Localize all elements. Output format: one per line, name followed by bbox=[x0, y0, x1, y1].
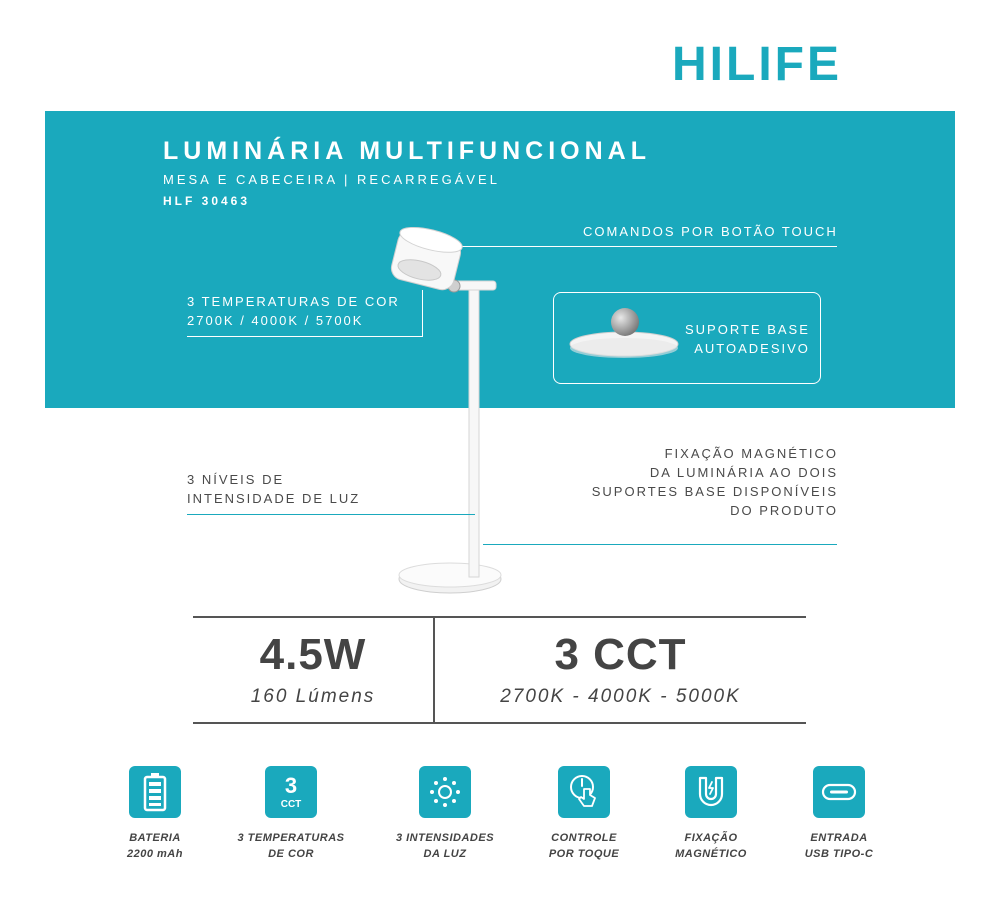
brightness-icon bbox=[419, 766, 471, 818]
callout-magnetic-line bbox=[483, 544, 837, 545]
feature-magnetic bbox=[646, 766, 776, 862]
callout-base bbox=[685, 320, 810, 358]
callout-magnetic-line4: DO PRODUTO bbox=[730, 503, 838, 518]
adhesive-base-image bbox=[568, 300, 683, 362]
callout-light-levels-line bbox=[187, 514, 475, 515]
spec-lumens: 160 Lúmens bbox=[250, 686, 376, 707]
feature-magnetic-line1: FIXAÇÃO bbox=[684, 832, 738, 844]
feature-usb-c-line2: USB TIPO-C bbox=[804, 848, 874, 860]
feature-touch-control bbox=[519, 766, 649, 862]
hilife-logo bbox=[672, 36, 882, 86]
feature-light-intensities bbox=[380, 766, 510, 862]
callout-magnetic-line3: SUPORTES BASE DISPONÍVEIS bbox=[591, 484, 838, 499]
callout-temperatures-line1: 3 TEMPERATURAS DE COR bbox=[187, 294, 400, 309]
specs-top-rule bbox=[193, 616, 806, 618]
callout-base-line2: AUTOADESIVO bbox=[694, 341, 810, 356]
lamp-image bbox=[380, 215, 520, 600]
specs-bottom-rule bbox=[193, 722, 806, 724]
spec-cct-values: 2700K - 4000K - 5000K bbox=[500, 686, 741, 707]
callout-light-levels-line2: INTENSIDADE DE LUZ bbox=[187, 491, 361, 506]
model-number: HLF 30463 bbox=[163, 194, 251, 208]
spec-cct: 3 CCT bbox=[554, 630, 687, 679]
feature-color-temperatures-line1: 3 TEMPERATURAS bbox=[237, 832, 345, 844]
feature-battery-line1: BATERIA bbox=[129, 832, 181, 844]
svg-text:HILIFE: HILIFE bbox=[672, 38, 842, 86]
feature-color-temperatures-line2: DE COR bbox=[268, 848, 314, 860]
callout-base-line1: SUPORTE BASE bbox=[685, 322, 810, 337]
feature-color-temperatures bbox=[226, 766, 356, 862]
feature-magnetic-line2: MAGNÉTICO bbox=[675, 848, 747, 860]
feature-battery bbox=[90, 766, 220, 862]
callout-touch: COMANDOS POR BOTÃO TOUCH bbox=[583, 224, 838, 239]
feature-touch-control-line2: POR TOQUE bbox=[548, 848, 620, 860]
callout-temperatures bbox=[187, 292, 400, 330]
feature-light-intensities-line1: 3 INTENSIDADES bbox=[395, 832, 495, 844]
battery-icon bbox=[129, 766, 181, 818]
spec-power: 4.5W bbox=[259, 630, 367, 679]
callout-temperatures-line2: 2700K / 4000K / 5700K bbox=[187, 313, 364, 328]
callout-magnetic bbox=[592, 444, 838, 520]
touch-icon bbox=[558, 766, 610, 818]
callout-light-levels-line1: 3 NÍVEIS DE bbox=[187, 472, 285, 487]
magnet-icon bbox=[685, 766, 737, 818]
usb-c-icon bbox=[813, 766, 865, 818]
product-title: LUMINÁRIA MULTIFUNCIONAL bbox=[163, 137, 651, 165]
callout-magnetic-line2: DA LUMINÁRIA AO DOIS bbox=[649, 465, 838, 480]
cct-icon bbox=[265, 766, 317, 818]
feature-battery-line2: 2200 mAh bbox=[127, 848, 183, 860]
callout-magnetic-line1: FIXAÇÃO MAGNÉTICO bbox=[664, 446, 838, 461]
feature-light-intensities-line2: DA LUZ bbox=[423, 848, 467, 860]
feature-usb-c-line1: ENTRADA bbox=[810, 832, 868, 844]
feature-touch-control-line1: CONTROLE bbox=[551, 832, 617, 844]
callout-light-levels bbox=[187, 470, 360, 508]
cct-icon-number: 3 bbox=[284, 772, 298, 798]
feature-usb-c bbox=[774, 766, 904, 862]
cct-icon-label: CCT bbox=[280, 798, 302, 810]
product-subtitle: MESA E CABECEIRA | RECARREGÁVEL bbox=[163, 172, 500, 187]
